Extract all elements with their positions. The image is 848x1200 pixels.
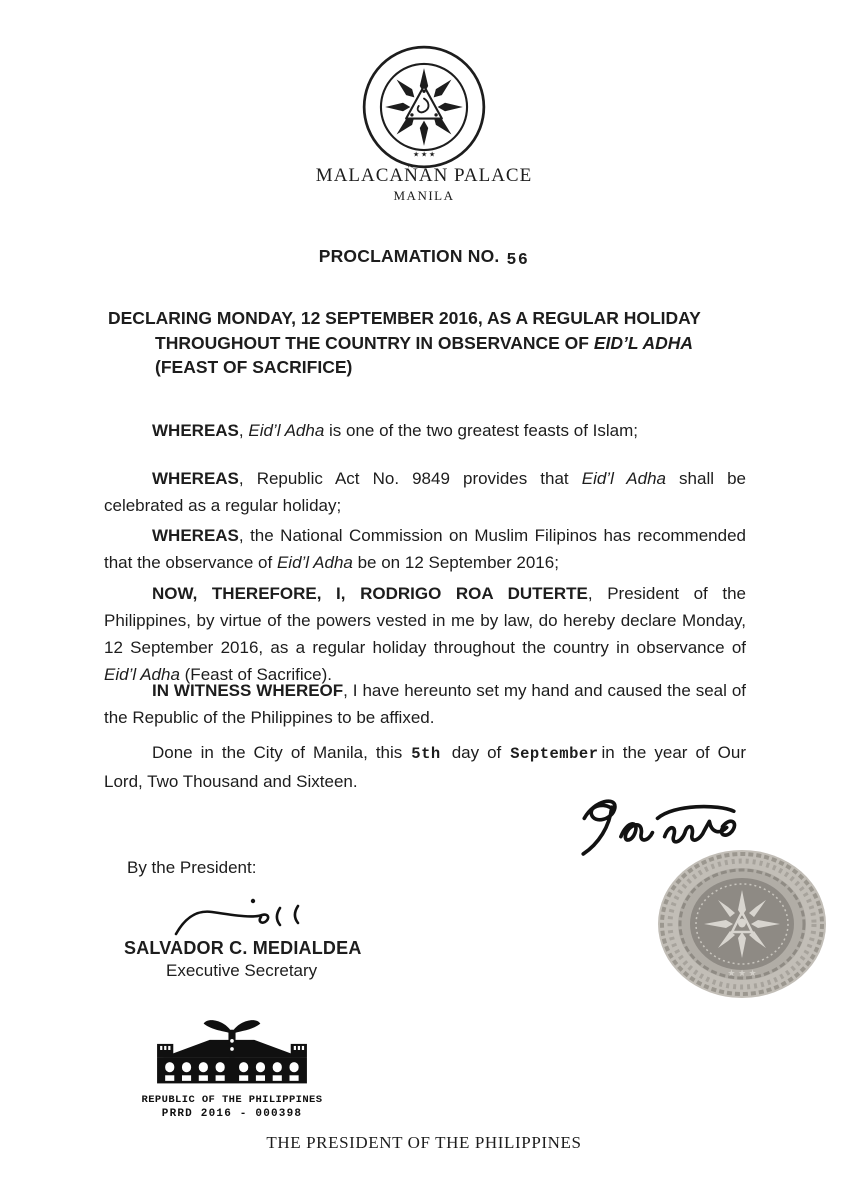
filled-month: September — [510, 745, 599, 763]
done-clause: Done in the City of Manila, this 5th day of September in the year of Our Lord, Two Thousand and Sixteen. — [104, 743, 747, 791]
title-eidl-adha: EID’L ADHA — [593, 332, 694, 353]
palace-name: MALACAÑAN PALACE — [315, 165, 533, 186]
palace-city: MANILA — [393, 188, 455, 203]
secretary-title: Executive Secretary — [166, 961, 318, 980]
presidential-seal-icon — [361, 44, 487, 170]
title-line-1: DECLARING MONDAY, 12 SEPTEMBER 2016, AS A REGULAR HOLIDAY — [108, 308, 701, 328]
whereas-clause-3: WHEREAS, the National Commission on Muslim Filipinos has recommended that the observance of Eid’l Adha be on 12 September 2016; — [104, 526, 746, 572]
stamp-line-1: REPUBLIC OF THE PHILIPPINES — [141, 1094, 323, 1106]
operative-clause: NOW, THEREFORE, I, RODRIGO ROA DUTERTE, President of the Philippines, by virtue of the powers vested in me by law, do hereby declare Monday, 12 September 2016, as a regular holiday throughout the country in observance of Eid’l Adha (Feast of Sacrifice). — [104, 584, 746, 684]
svg-text:★ ★ ★: ★ ★ ★ — [727, 968, 757, 978]
embossed-presidential-seal-icon — [650, 843, 834, 1005]
proclamation-heading — [0, 246, 848, 267]
palace-building-icon — [151, 1016, 313, 1086]
medialdea-signature-icon — [168, 894, 323, 940]
proclamation-label: PROCLAMATION NO. — [318, 246, 500, 266]
presidential-seal — [0, 44, 848, 175]
stamp-line-2: PRRD 2016 - 000398 — [161, 1108, 303, 1120]
witness-clause: IN WITNESS WHEREOF, I have hereunto set my hand and caused the seal of the Republic of the Philippines to be affixed. — [104, 681, 746, 727]
by-the-president-label: By the President: — [127, 858, 257, 877]
seal-stars: ★ ★ ★ — [412, 151, 436, 159]
secretary-name: SALVADOR C. MEDIALDEA — [124, 938, 362, 958]
embossed-seal — [650, 843, 834, 1010]
proclamation-number: 56 — [506, 250, 530, 269]
title-line-3: (FEAST OF SACRIFICE) — [155, 357, 353, 377]
whereas-clause-2: WHEREAS, Republic Act No. 9849 provides that Eid’l Adha shall be celebrated as a regular holiday; — [104, 469, 746, 515]
whereas-clause-1: WHEREAS, Eid’l Adha is one of the two greatest feasts of Islam; — [152, 421, 638, 440]
footer-text: THE PRESIDENT OF THE PHILIPPINES — [266, 1133, 582, 1152]
records-stamp — [132, 1016, 332, 1120]
filled-day: 5th — [411, 745, 441, 763]
document-title — [108, 306, 768, 380]
title-line-2: THROUGHOUT THE COUNTRY IN OBSERVANCE OF EID’L ADHA — [155, 332, 694, 353]
